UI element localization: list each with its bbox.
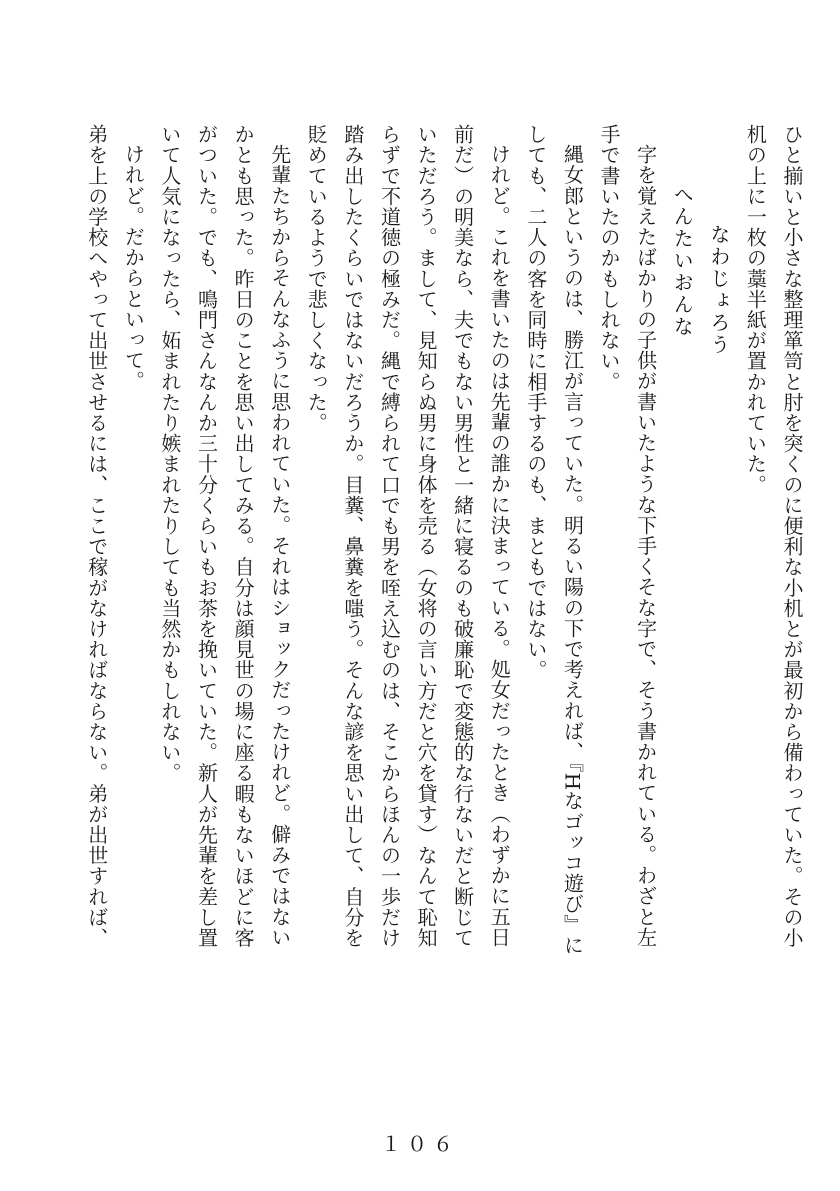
inserted-note-line-1: なわじょろう bbox=[706, 224, 731, 356]
text-column: 手で書いたのかもしれない。 bbox=[597, 124, 622, 392]
text-column: 弟を上の学校へやって出世させるには、ここで稼がなければならない。弟が出世すれば、 bbox=[84, 124, 109, 948]
text-column: いて人気になったら、妬まれたり嫉まれたりしても当然かもしれない。 bbox=[157, 124, 182, 784]
text-column: 先輩たちからそんなふうに思われていた。それはショックだったけれど。僻みではない bbox=[267, 144, 292, 948]
text-column: けれど。これを書いたのは先輩の誰かに決まっている。処女だったとき（わずかに五日 bbox=[487, 144, 512, 948]
text-column: いただろう。まして、見知らぬ男に身体を売る（女将の言い方だと穴を貸す）なんて恥知 bbox=[414, 124, 439, 948]
text-column: 机の上に一枚の藁半紙が置かれていた。 bbox=[743, 124, 768, 495]
text-column: 縄女郎というのは、勝江が言っていた。明るい陽の下で考えれば、『Hなゴッコ遊び』に bbox=[560, 144, 585, 956]
text-column: 踏み出したくらいではないだろうか。目糞、鼻糞を嗤う。そんな諺を思い出して、自分を bbox=[340, 124, 365, 948]
text-column: がついた。でも、鳴門さんなんか三十分くらいもお茶を挽いていた。新人が先輩を差し置 bbox=[194, 124, 219, 948]
text-column: かとも思った。昨日のことを思い出してみる。自分は顔見世の場に座る暇もないほどに客 bbox=[231, 124, 256, 948]
page-number: １０６ bbox=[381, 1132, 459, 1156]
vertical-text-body bbox=[78, 124, 810, 1004]
text-column: 前だ）の明美なら、夫でもない男性と一緒に寝るのも破廉恥で変態的な行ないだと断じて bbox=[450, 124, 475, 948]
text-column: らずで不道徳の極みだ。縄で縛られて口でも男を咥え込むのは、そこからほんの一歩だけ bbox=[377, 124, 402, 948]
text-column: 字を覚えたばかりの子供が書いたような下手くそな字で、そう書かれている。わざと左 bbox=[633, 144, 658, 948]
text-column: しても、二人の客を同時に相手するのも、まともではない。 bbox=[523, 124, 548, 681]
text-column: 貶めているようで悲しくなった。 bbox=[304, 124, 329, 433]
text-column: けれど。だからといって。 bbox=[121, 144, 146, 392]
inserted-note-line-2: へんたいおんな bbox=[670, 184, 695, 338]
text-column: ひと揃いと小さな整理箪笥と肘を突くのに便利な小机とが最初から備わっていた。その小 bbox=[780, 124, 804, 948]
